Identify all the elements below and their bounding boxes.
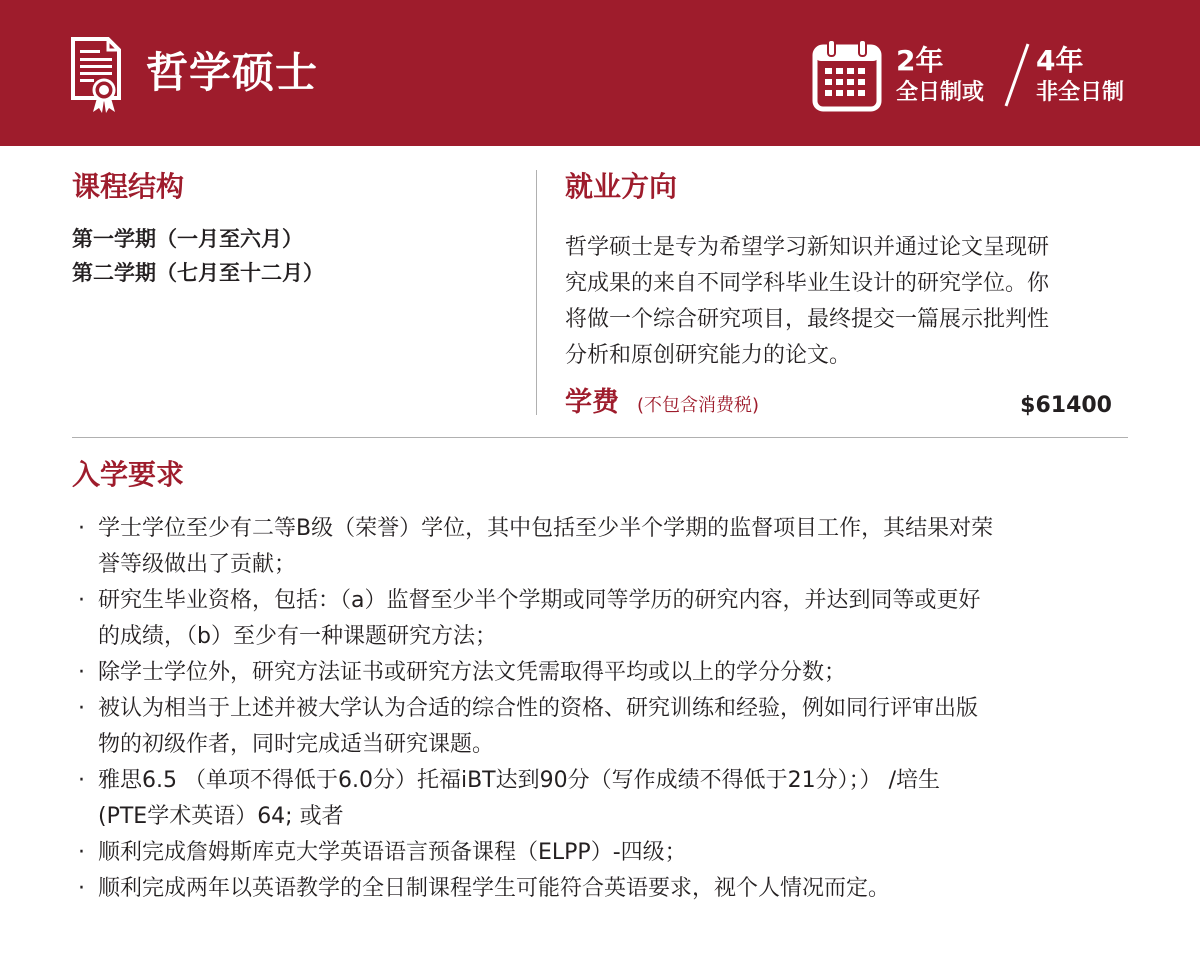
duration-full-years: 2年	[896, 44, 944, 77]
calendar-icon	[812, 38, 882, 112]
duration-full-label: 全日制或	[896, 80, 985, 105]
requirements-list	[72, 511, 1142, 907]
section-divider	[72, 437, 1128, 438]
requirement-item: · 学士学位至少有二等B级（荣誉）学位，其中包括至少半个学期的监督项目工作，其结果对荣 誉等级做出了贡献；	[72, 511, 1142, 583]
certificate-icon	[70, 36, 122, 114]
duration-part-years: 4年	[1036, 44, 1084, 77]
requirement-item: · 顺利完成两年以英语教学的全日制课程学生可能符合英语要求，视个人情况而定。	[72, 871, 1142, 907]
fee-note: (不包含消费税)	[637, 395, 760, 416]
bullet-icon: ·	[78, 768, 85, 793]
structure-heading: 课程结构	[72, 170, 185, 203]
requirement-item: · 被认为相当于上述并被大学认为合适的综合性的资格、研究训练和经验，例如同行评审出版 物的初级作者，同时完成适当研究课题。	[72, 691, 1142, 763]
semester-1: 第一学期（一月至六月）	[72, 227, 303, 251]
career-line: 将做一个综合研究项目，最终提交一篇展示批判性	[565, 307, 1050, 332]
requirements-heading: 入学要求	[72, 458, 185, 491]
bullet-icon: ·	[78, 588, 85, 613]
fee-value: $61400	[1020, 393, 1112, 418]
career-line: 哲学硕士是专为希望学习新知识并通过论文呈现研	[565, 235, 1050, 260]
career-description	[565, 230, 1130, 374]
career-heading: 就业方向	[565, 170, 678, 203]
requirement-item: · 雅思6.5 （单项不得低于6.0分）托福iBT达到90分（写作成绩不得低于21分）；） /培生 (PTE学术英语）64; 或者	[72, 763, 1142, 835]
slash-divider	[1002, 40, 1032, 110]
bullet-icon: ·	[78, 660, 85, 685]
career-line: 究成果的来自不同学科毕业生设计的研究学位。你	[565, 271, 1050, 296]
semester-2: 第二学期（七月至十二月）	[72, 261, 324, 285]
requirement-item: · 研究生毕业资格，包括：（a）监督至少半个学期或同等学历的研究内容，并达到同等或更好 的成绩，（b）至少有一种课题研究方法；	[72, 583, 1142, 655]
bullet-icon: ·	[78, 516, 85, 541]
column-divider	[536, 170, 537, 415]
page-title: 哲学硕士	[146, 48, 319, 97]
career-line: 分析和原创研究能力的论文。	[565, 343, 852, 368]
fee-label: 学费	[565, 387, 619, 418]
bullet-icon: ·	[78, 876, 85, 901]
bullet-icon: ·	[78, 840, 85, 865]
header-banner	[0, 0, 1200, 146]
duration-part-label: 非全日制	[1036, 80, 1125, 105]
requirement-item: · 顺利完成詹姆斯库克大学英语语言预备课程（ELPP）-四级；	[72, 835, 1142, 871]
requirement-item: · 除学士学位外，研究方法证书或研究方法文凭需取得平均或以上的学分分数；	[72, 655, 1142, 691]
bullet-icon: ·	[78, 696, 85, 721]
